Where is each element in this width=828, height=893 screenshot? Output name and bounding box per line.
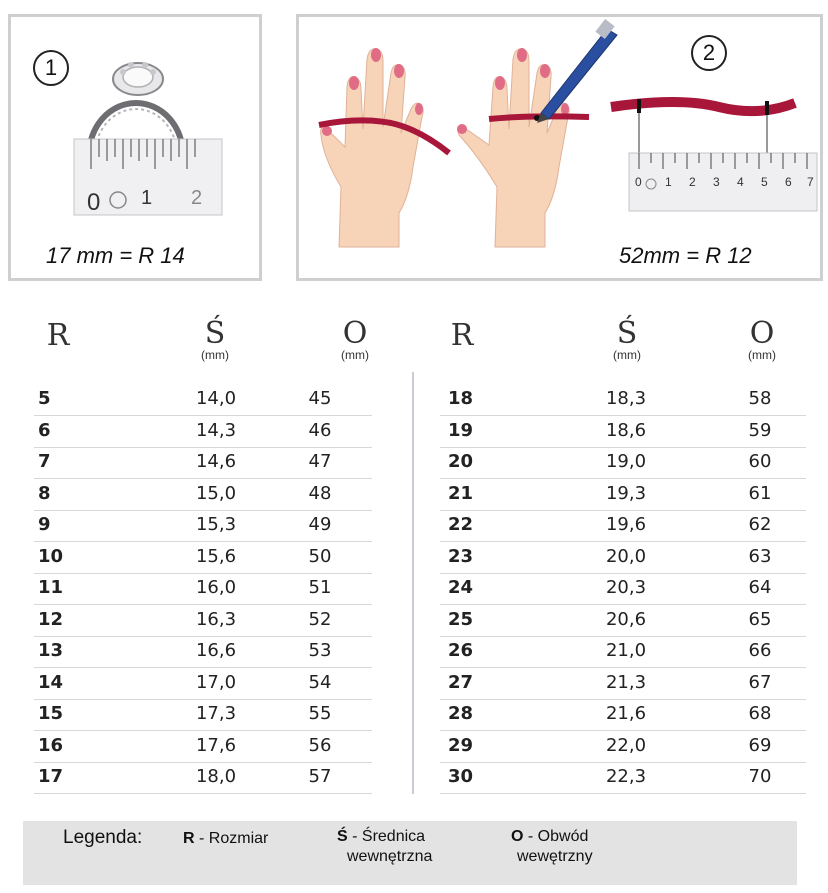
table-row [34, 573, 372, 605]
ring-on-ruler-illustration [11, 17, 259, 217]
table-row [34, 762, 372, 794]
size-cell: 29 [448, 734, 474, 756]
table-divider [412, 372, 414, 794]
table-row [34, 447, 372, 479]
diameter-cell: 18,3 [605, 388, 647, 409]
ruler-label-2: 2 [191, 187, 203, 209]
table-row [440, 605, 806, 637]
size-cell: 27 [448, 671, 474, 693]
diameter-cell: 20,6 [605, 608, 647, 630]
size-cell: 30 [448, 766, 474, 787]
size-cell: 14 [38, 671, 64, 693]
circumference-cell: 55 [308, 703, 332, 724]
size-cell: 5 [38, 388, 51, 409]
circumference-cell: 70 [748, 766, 772, 787]
circumference-cell: 45 [308, 388, 332, 409]
legend-key-size: R [183, 830, 195, 847]
circumference-cell: 52 [308, 608, 332, 630]
circumference-cell: 48 [308, 482, 332, 504]
table-row [440, 510, 806, 542]
circumference-cell: 54 [308, 671, 332, 693]
circumference-cell: 57 [308, 766, 332, 787]
ruler2-labels [299, 175, 820, 195]
size-cell: 7 [38, 451, 51, 472]
step2-caption: 52mm = R 12 [619, 243, 752, 268]
size-cell: 15 [38, 703, 64, 724]
step1-caption: 17 mm = R 14 [46, 243, 185, 268]
ruler2-label-2: 2 [689, 175, 696, 189]
circumference-cell: 67 [748, 671, 772, 693]
header-diameter-symbol: Ś [616, 316, 638, 351]
legend-text-size: - Rozmiar [199, 830, 269, 847]
band-icon [611, 99, 795, 157]
header-circumference-symbol: O [342, 316, 368, 351]
size-cell: 24 [448, 577, 474, 598]
size-cell: 22 [448, 514, 474, 535]
header-size-right [442, 320, 482, 352]
diameter-cell: 16,3 [195, 608, 237, 630]
header-diameter-left [190, 318, 240, 362]
diameter-cell: 19,3 [605, 482, 647, 504]
diameter-cell: 15,3 [195, 514, 237, 535]
header-size-symbol: R [46, 318, 70, 353]
header-diameter-symbol: Ś [204, 316, 226, 351]
diameter-cell: 21,0 [605, 640, 647, 661]
table-row [34, 731, 372, 763]
table-row [440, 573, 806, 605]
legend-item-diameter [337, 827, 487, 867]
diameter-cell: 17,0 [195, 671, 237, 693]
ruler-label-0: 0 [87, 189, 101, 216]
circumference-cell: 66 [748, 640, 772, 661]
diameter-cell: 16,6 [195, 640, 237, 661]
circumference-cell: 51 [308, 577, 332, 598]
header-circumference-unit: (mm) [341, 348, 369, 362]
diameter-cell: 18,0 [195, 766, 237, 787]
ruler2-label-1: 1 [665, 175, 672, 189]
table-row [34, 605, 372, 637]
header-circumference-left [330, 318, 380, 362]
ruler2-label-5: 5 [761, 175, 768, 189]
circumference-cell: 60 [748, 451, 772, 472]
size-cell: 19 [448, 419, 474, 441]
circumference-cell: 68 [748, 703, 772, 724]
size-cell: 6 [38, 419, 51, 441]
size-cell: 12 [38, 608, 64, 630]
legend-item-circumference [511, 827, 661, 867]
circumference-cell: 62 [748, 514, 772, 535]
table-row [34, 384, 372, 416]
circumference-cell: 61 [748, 482, 772, 504]
ruler2-label-3: 3 [713, 175, 720, 189]
diameter-cell: 19,6 [605, 514, 647, 535]
diameter-cell: 19,0 [605, 451, 647, 472]
step1-number: 1 [33, 50, 69, 86]
diameter-cell: 15,0 [195, 482, 237, 504]
diameter-cell: 22,3 [605, 766, 647, 787]
diameter-cell: 16,0 [195, 577, 237, 598]
ruler2-label-4: 4 [737, 175, 744, 189]
ruler2-label-0: 0 [635, 175, 642, 189]
table-row [440, 447, 806, 479]
step1-panel [8, 14, 262, 281]
legend-key-circumference: O [511, 828, 524, 845]
size-cell: 28 [448, 703, 474, 724]
legend [23, 821, 797, 885]
diameter-cell: 15,6 [195, 545, 237, 567]
legend-text-circumference-1: - Obwód [523, 828, 589, 845]
table-row [34, 636, 372, 668]
table-row [34, 668, 372, 700]
circumference-cell: 47 [308, 451, 332, 472]
circumference-cell: 58 [748, 388, 772, 409]
circumference-cell: 46 [308, 419, 332, 441]
diameter-cell: 14,6 [195, 451, 237, 472]
circumference-cell: 59 [748, 419, 772, 441]
left-hand-icon [319, 48, 449, 247]
header-size-symbol: R [450, 318, 474, 353]
table-row [440, 699, 806, 731]
legend-title: Legenda: [63, 827, 143, 848]
size-cell: 10 [38, 545, 64, 567]
circumference-cell: 56 [308, 734, 332, 756]
legend-key-diameter: Ś [337, 828, 348, 845]
circumference-cell: 63 [748, 545, 772, 567]
table-row [34, 542, 372, 574]
table-row [34, 479, 372, 511]
size-cell: 17 [38, 766, 64, 787]
legend-text-diameter-1: - Średnica [347, 828, 426, 845]
ruler2-label-7: 7 [807, 175, 814, 189]
step2-number: 2 [691, 35, 727, 71]
header-diameter-unit: (mm) [201, 348, 229, 362]
header-size-left [38, 320, 78, 352]
size-cell: 16 [38, 734, 64, 756]
ruler2-label-6: 6 [785, 175, 792, 189]
legend-text-circumference-2: wewętrzny [517, 848, 593, 865]
header-circumference-unit: (mm) [748, 348, 776, 362]
header-circumference-right [737, 318, 787, 362]
table-row [34, 699, 372, 731]
header-diameter-unit: (mm) [613, 348, 641, 362]
size-cell: 20 [448, 451, 474, 472]
size-cell: 13 [38, 640, 64, 661]
ruler-label-1: 1 [141, 187, 153, 209]
table-row [34, 510, 372, 542]
table-row [440, 668, 806, 700]
circumference-cell: 50 [308, 545, 332, 567]
header-circumference-symbol: O [749, 316, 775, 351]
header-diameter-right [602, 318, 652, 362]
circumference-cell: 49 [308, 514, 332, 535]
diameter-cell: 17,6 [195, 734, 237, 756]
diameter-cell: 20,3 [605, 577, 647, 598]
size-cell: 9 [38, 514, 51, 535]
table-row [440, 479, 806, 511]
table-row [440, 762, 806, 794]
table-row [440, 416, 806, 448]
size-cell: 23 [448, 545, 474, 567]
diameter-cell: 14,0 [195, 388, 237, 409]
size-cell: 21 [448, 482, 474, 504]
table-row [440, 542, 806, 574]
circumference-cell: 69 [748, 734, 772, 756]
table-row [440, 731, 806, 763]
diameter-cell: 18,6 [605, 419, 647, 441]
table-row [440, 636, 806, 668]
hands-measurement-illustration [299, 17, 820, 278]
circumference-cell: 65 [748, 608, 772, 630]
step2-panel [296, 14, 823, 281]
table-row [34, 416, 372, 448]
diameter-cell: 17,3 [195, 703, 237, 724]
diameter-cell: 22,0 [605, 734, 647, 756]
legend-text-diameter-2: wewnętrzna [347, 848, 433, 865]
table-row [440, 384, 806, 416]
legend-item-size [183, 829, 268, 849]
size-cell: 25 [448, 608, 474, 630]
diameter-cell: 21,6 [605, 703, 647, 724]
diameter-cell: 21,3 [605, 671, 647, 693]
diameter-cell: 14,3 [195, 419, 237, 441]
circumference-cell: 64 [748, 577, 772, 598]
circumference-cell: 53 [308, 640, 332, 661]
size-cell: 18 [448, 388, 474, 409]
size-cell: 8 [38, 482, 51, 504]
size-cell: 26 [448, 640, 474, 661]
size-cell: 11 [38, 577, 64, 598]
diameter-cell: 20,0 [605, 545, 647, 567]
